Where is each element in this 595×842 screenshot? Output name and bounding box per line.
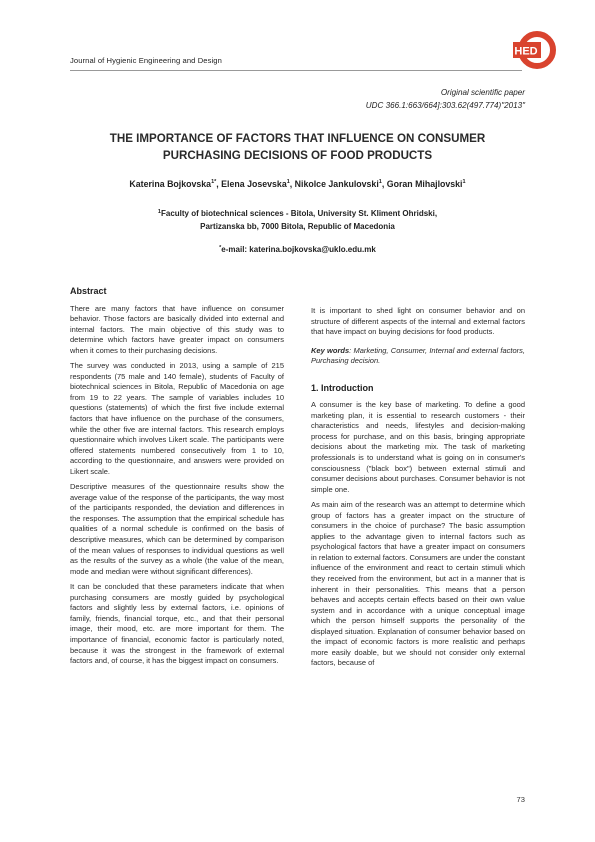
author-name: Katerina Bojkovska — [129, 179, 212, 189]
page-number: 73 — [516, 795, 525, 804]
author-separator: , — [381, 179, 387, 189]
left-column — [70, 286, 284, 672]
author-name: Nikolce Jankulovski — [294, 179, 379, 189]
author-mark: 1 — [286, 179, 290, 185]
email-text: e-mail: katerina.bojkovska@uklo.edu.mk — [221, 245, 376, 254]
keywords-label: Key words — [311, 345, 350, 355]
abstract-paragraph: It can be concluded that these parameters indicate that when purchasing consumers are mostly guided by psychological factors and slightly less by external factors, i.e. opinions of family, friends, financial torque, etc., and that their personal image, their mood, etc. are more important for them. The importance of financial, economic factor is particularly noted, because it was the strongest in the framework of external factors and, of course, it has the biggest impact on consumers. — [70, 582, 284, 666]
author-mark: 1 — [462, 179, 466, 185]
author-separator: , — [216, 179, 222, 189]
affiliation-mark: 1 — [157, 209, 161, 215]
udc-code: UDC 366.1:663/664]:303.62(497.774)"2013" — [365, 100, 525, 110]
author-name: Elena Josevska — [221, 179, 287, 189]
keywords — [311, 346, 525, 367]
abstract-paragraph: The survey was conducted in 2013, using a sample of 215 respondents (75 male and 140 female), students of Faculty of biotechnical sciences in Bitola, Republic of Macedonia on age from 19 to 22 years. The sample of variables includes 10 questions (statements) of which the first five include external factors that have influence on the purchase of the consumers, while the other five are internal factors. This research employs questionnaire which involves Likert scale. The participants were offered statements numbered consecutively from 1 to 10, according to the questionnaire, and answers were provided on Likert scale. — [70, 361, 284, 476]
introduction-paragraph: A consumer is the key base of marketing. To define a good marketing plan, it is essential to research customers - their characteristics and needs, lifestyles and decision-making process for purchase, and on this basis, bringing appropriate decisions about the marketing mix. The task of marketing professionals is to understand what is going on in consumer's consciousness ("black box") between external stimuli and consumer decisions about purchases. Consumer behavior is not simple one. — [311, 400, 525, 494]
abstract-paragraph: There are many factors that have influence on consumer behavior. Those factors are basically divided into external and internal factors. The main objective of this study was to determine which factors have greater impact on consumers when it comes to their purchasing decisions. — [70, 303, 284, 355]
author-separator: , — [289, 179, 295, 189]
author-mark: 1 — [378, 179, 382, 185]
right-column — [311, 306, 525, 674]
correspondence-email — [70, 245, 525, 254]
paper-title: THE IMPORTANCE OF FACTORS THAT INFLUENCE ON CONSUMER PURCHASING DECISIONS OF FOOD PRODUCTS — [109, 132, 486, 162]
introduction-heading: 1. Introduction — [311, 382, 374, 393]
journal-logo — [513, 30, 557, 70]
affiliation — [70, 206, 525, 233]
affiliation-line-1: Faculty of biotechnical sciences - Bitola, University St. Kliment Ohridski, — [160, 209, 438, 218]
author-mark: 1* — [211, 179, 217, 185]
abstract-continuation: It is important to shed light on consumer behavior and on structure of different aspects of the internal and external factors that have impact on buying decisions for food products. — [311, 306, 525, 337]
introduction-paragraph: As main aim of the research was an attempt to determine which group of factors has a greater impact on the structure of consumers in the choice of purchase? The basic assumption applies to the advantage given to internal factors such as psychological factors that have a greater impact on consumers in relation to external factors. Consumers are under the constant influence of the environment and react to certain stimuli which they received from the environment, but act in a manner that is inherent in their personalities. This means that a person behaves and accepts certain effects based on their own value system and in accordance with a unique conceptual image which the person himself supports the personality of the displayed situation. Explanation of consumer behavior based on the impact of economic factors is more realistic and perhaps more easily doable, but we should not consider only external factors, because of — [311, 500, 525, 668]
header-divider — [70, 70, 522, 71]
affiliation-line-2: Partizanska bb, 7000 Bitola, Republic of Macedonia — [200, 222, 395, 231]
paper-type: Original scientific paper — [440, 88, 525, 97]
email-mark: * — [219, 245, 222, 251]
journal-logo-text: HED — [514, 45, 538, 58]
abstract-paragraph: Descriptive measures of the questionnaire results show the average value of the response of the participants, the way most of the participants responded, the deviation and differences in the responses. The assumption that the empirical schedule has qualities of a normal schedule is confirmed on the basis of descriptive measures, which can be determined by comparison of the mean values of responses to individual questions as well as the results of the survey as a whole (the value of the mean, mode and median were without significant differences). — [70, 482, 284, 576]
keywords-text: : Marketing, Consumer, Internal and external factors, Purchasing decision. — [311, 345, 526, 366]
paper-meta — [366, 87, 525, 112]
abstract-heading: Abstract — [70, 286, 107, 296]
author-list — [60, 179, 535, 189]
author-name: Goran Mihajlovski — [386, 179, 463, 189]
journal-name: Journal of Hygienic Engineering and Design — [70, 56, 222, 65]
